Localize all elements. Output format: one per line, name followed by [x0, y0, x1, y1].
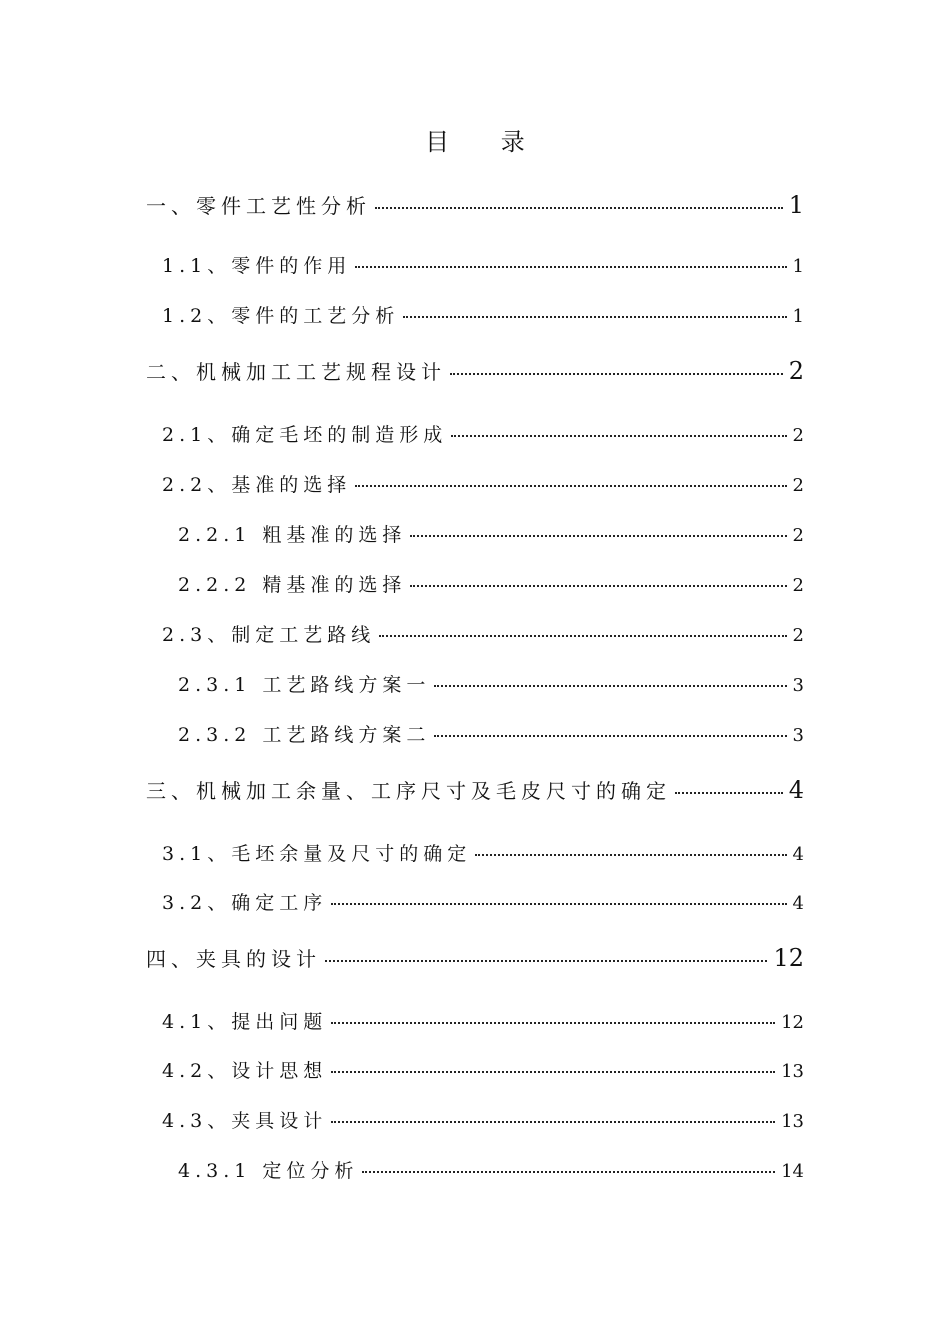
dot-leader [403, 316, 786, 318]
dot-leader [325, 960, 767, 962]
toc-entry-label: 4.3、夹具设计 [162, 1110, 328, 1132]
toc-entry-label: 一、零件工艺性分析 [146, 194, 371, 218]
toc-entry-page-number: 2 [792, 575, 804, 596]
toc-entry-page-number: 2 [792, 525, 804, 546]
toc-entry[interactable] [162, 1007, 804, 1034]
toc-entry[interactable] [178, 670, 804, 697]
toc-entry[interactable] [162, 251, 804, 278]
toc-entry[interactable] [162, 1056, 804, 1083]
toc-entry-page-number: 1 [788, 191, 804, 219]
toc-entry[interactable] [178, 1156, 804, 1183]
toc-entry-page-number: 2 [792, 625, 804, 646]
dot-leader [331, 1121, 775, 1123]
toc-entry-label: 4.1、提出问题 [162, 1011, 328, 1033]
toc-entry-page-number: 1 [792, 306, 804, 327]
dot-leader [434, 685, 786, 687]
toc-entry-label: 3.1、毛坯余量及尺寸的确定 [162, 843, 472, 865]
dot-leader [410, 535, 786, 537]
toc-entry[interactable] [162, 1106, 804, 1133]
toc-entry[interactable] [178, 720, 804, 747]
toc-entry-label: 3.2、确定工序 [162, 892, 328, 914]
dot-leader [379, 635, 786, 637]
toc-entry-page-number: 4 [792, 893, 804, 914]
toc-entry-page-number: 3 [792, 725, 804, 746]
toc-entry[interactable] [146, 190, 804, 219]
toc-entry-label: 1.1、零件的作用 [162, 255, 352, 277]
dot-leader [451, 435, 786, 437]
toc-entry-page-number: 13 [781, 1061, 804, 1082]
toc-entry[interactable] [162, 301, 804, 328]
toc-entry-page-number: 13 [781, 1111, 804, 1132]
toc-entry[interactable] [162, 839, 804, 866]
toc-entry-page-number: 2 [788, 357, 804, 385]
toc-entry-label: 2.2、基准的选择 [162, 474, 352, 496]
dot-leader [355, 266, 786, 268]
dot-leader [675, 792, 783, 794]
toc-entry-label: 1.2、零件的工艺分析 [162, 305, 400, 327]
toc-entry-page-number: 4 [788, 776, 804, 804]
dot-leader [450, 373, 783, 375]
toc-entry-page-number: 2 [792, 425, 804, 446]
toc-entry[interactable] [162, 888, 804, 915]
toc-entry[interactable] [162, 470, 804, 497]
toc-entry-label: 2.1、确定毛坯的制造形成 [162, 424, 448, 446]
toc-entry-label: 三、机械加工余量、工序尺寸及毛皮尺寸的确定 [146, 779, 671, 803]
dot-leader [355, 485, 786, 487]
dot-leader [410, 585, 786, 587]
toc-entry[interactable] [146, 943, 804, 972]
dot-leader [362, 1171, 775, 1173]
toc-entry-label: 2.2.1 粗基准的选择 [178, 524, 407, 546]
dot-leader [331, 903, 786, 905]
toc-entry-label: 4.2、设计思想 [162, 1060, 328, 1082]
toc-entry[interactable] [178, 570, 804, 597]
toc-entry[interactable] [162, 420, 804, 447]
dot-leader [331, 1022, 775, 1024]
toc-entry-label: 2.2.2 精基准的选择 [178, 574, 407, 596]
toc-entry-page-number: 2 [792, 475, 804, 496]
toc-entry[interactable] [162, 620, 804, 647]
toc-entry-page-number: 3 [792, 675, 804, 696]
toc-entry-label: 四、夹具的设计 [146, 947, 321, 971]
dot-leader [475, 854, 786, 856]
toc-entry-label: 2.3、制定工艺路线 [162, 624, 376, 646]
dot-leader [434, 735, 786, 737]
toc-entry-label: 2.3.2 工艺路线方案二 [178, 724, 431, 746]
toc-title: 目 录 [425, 128, 547, 156]
toc-entry-page-number: 12 [773, 944, 804, 972]
toc-entry-label: 4.3.1 定位分析 [178, 1160, 359, 1182]
dot-leader [331, 1071, 775, 1073]
toc-entry[interactable] [146, 356, 804, 385]
dot-leader [375, 207, 783, 209]
toc-entry[interactable] [178, 520, 804, 547]
toc-entry-page-number: 14 [781, 1161, 804, 1182]
toc-entry-page-number: 12 [781, 1012, 804, 1033]
toc-entry-label: 2.3.1 工艺路线方案一 [178, 674, 431, 696]
toc-entry[interactable] [146, 775, 804, 804]
toc-entry-page-number: 1 [792, 256, 804, 277]
toc-entry-label: 二、机械加工工艺规程设计 [146, 360, 446, 384]
toc-entry-page-number: 4 [792, 844, 804, 865]
